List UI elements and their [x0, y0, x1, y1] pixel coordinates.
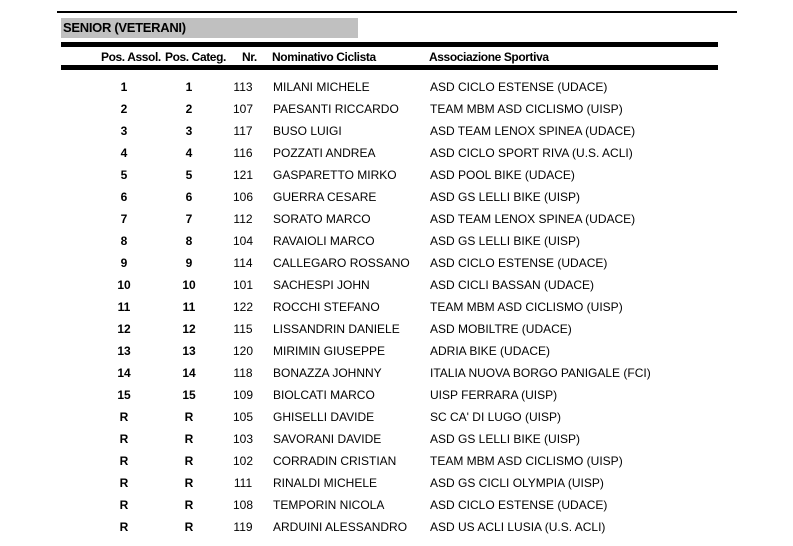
bib-number: 113	[233, 80, 253, 94]
header-pos-assol: Pos. Assol.	[101, 50, 161, 64]
rider-name: MILANI MICHELE	[273, 80, 370, 94]
category-title: SENIOR (VETERANI)	[61, 18, 358, 38]
rider-name: ROCCHI STEFANO	[273, 300, 380, 314]
pos-assol: R	[119, 432, 129, 446]
table-row	[0, 472, 793, 494]
bib-number: 115	[233, 322, 253, 336]
bib-number: 105	[232, 410, 254, 424]
rider-name: GASPARETTO MIRKO	[273, 168, 397, 182]
team-name: TEAM MBM ASD CICLISMO (UISP)	[430, 102, 623, 116]
team-name: ASD GS LELLI BIKE (UISP)	[430, 234, 581, 248]
team-name: ASD POOL BIKE (UDACE)	[430, 168, 575, 182]
pos-categ: R	[184, 454, 194, 468]
table-row	[0, 120, 793, 142]
pos-categ: 5	[185, 168, 193, 182]
rider-name: MIRIMIN GIUSEPPE	[273, 344, 386, 358]
results-table	[0, 76, 793, 538]
team-name: ASD GS LELLI BIKE (UISP)	[430, 190, 581, 204]
rider-name: POZZATI ANDREA	[273, 146, 376, 160]
table-row	[0, 296, 793, 318]
bib-number: 114	[233, 256, 253, 270]
rider-name: ARDUINI ALESSANDRO	[273, 520, 408, 534]
bib-number: 121	[232, 168, 254, 182]
pos-assol: 13	[117, 344, 131, 358]
pos-categ: 9	[185, 256, 193, 270]
pos-categ: 14	[182, 366, 196, 380]
table-row	[0, 384, 793, 406]
rider-name: SAVORANI DAVIDE	[273, 432, 382, 446]
bib-number: 119	[233, 520, 253, 534]
bib-number: 122	[232, 300, 254, 314]
team-name: ASD CICLO ESTENSE (UDACE)	[430, 498, 608, 512]
rider-name: TEMPORIN NICOLA	[273, 498, 385, 512]
table-row	[0, 340, 793, 362]
header-rule-top	[61, 42, 718, 47]
table-row	[0, 142, 793, 164]
header-pos-categ: Pos. Categ.	[165, 50, 226, 64]
table-row	[0, 428, 793, 450]
rider-name: GHISELLI DAVIDE	[273, 410, 375, 424]
bib-number: 120	[232, 344, 254, 358]
header-nr: Nr.	[242, 50, 257, 64]
bib-number: 102	[232, 454, 254, 468]
table-row	[0, 274, 793, 296]
table-row	[0, 76, 793, 98]
pos-assol: R	[119, 476, 129, 490]
rider-name: BIOLCATI MARCO	[273, 388, 375, 402]
pos-assol: 1	[120, 80, 128, 94]
table-row	[0, 252, 793, 274]
team-name: ASD CICLO SPORT RIVA (U.S. ACLI)	[430, 146, 633, 160]
header-rule-bottom	[61, 65, 718, 70]
pos-categ: 1	[185, 80, 193, 94]
bib-number: 112	[233, 212, 253, 226]
bib-number: 108	[232, 498, 254, 512]
table-header	[61, 49, 718, 65]
team-name: ASD GS CICLI OLYMPIA (UISP)	[430, 476, 604, 490]
pos-assol: R	[119, 454, 129, 468]
pos-categ: 7	[185, 212, 193, 226]
team-name: ASD MOBILTRE (UDACE)	[430, 322, 572, 336]
team-name: ITALIA NUOVA BORGO PANIGALE (FCI)	[430, 366, 651, 380]
table-row	[0, 208, 793, 230]
pos-categ: R	[184, 520, 194, 534]
pos-assol: 11	[117, 300, 131, 314]
pos-categ: R	[184, 476, 194, 490]
pos-assol: R	[119, 498, 129, 512]
header-associazione: Associazione Sportiva	[429, 50, 549, 64]
pos-categ: 11	[182, 300, 196, 314]
team-name: UISP FERRARA (UISP)	[430, 388, 558, 402]
bib-number: 101	[232, 278, 254, 292]
pos-assol: 9	[120, 256, 128, 270]
bib-number: 109	[232, 388, 254, 402]
bib-number: 111	[233, 476, 253, 490]
pos-assol: 12	[117, 322, 131, 336]
pos-categ: 3	[185, 124, 193, 138]
pos-categ: 2	[185, 102, 193, 116]
team-name: ASD CICLO ESTENSE (UDACE)	[430, 80, 608, 94]
rider-name: BUSO LUIGI	[273, 124, 342, 138]
top-divider	[57, 11, 737, 13]
rider-name: CORRADIN CRISTIAN	[273, 454, 397, 468]
rider-name: BONAZZA JOHNNY	[273, 366, 382, 380]
pos-assol: 3	[120, 124, 128, 138]
team-name: ASD CICLI BASSAN (UDACE)	[430, 278, 595, 292]
pos-assol: 10	[117, 278, 131, 292]
team-name: ADRIA BIKE (UDACE)	[430, 344, 551, 358]
bib-number: 118	[233, 366, 253, 380]
pos-assol: 14	[117, 366, 131, 380]
pos-categ: 10	[182, 278, 196, 292]
team-name: TEAM MBM ASD CICLISMO (UISP)	[430, 300, 623, 314]
table-row	[0, 406, 793, 428]
table-row	[0, 98, 793, 120]
team-name: ASD TEAM LENOX SPINEA (UDACE)	[430, 124, 636, 138]
table-row	[0, 494, 793, 516]
pos-categ: 6	[185, 190, 193, 204]
bib-number: 103	[232, 432, 254, 446]
rider-name: RINALDI MICHELE	[273, 476, 378, 490]
pos-assol: 8	[120, 234, 128, 248]
pos-categ: 8	[185, 234, 193, 248]
table-row	[0, 230, 793, 252]
table-row	[0, 186, 793, 208]
team-name: ASD GS LELLI BIKE (UISP)	[430, 432, 581, 446]
team-name: ASD US ACLI LUSIA (U.S. ACLI)	[430, 520, 606, 534]
pos-categ: 4	[185, 146, 193, 160]
team-name: ASD TEAM LENOX SPINEA (UDACE)	[430, 212, 636, 226]
bib-number: 117	[233, 124, 253, 138]
team-name: ASD CICLO ESTENSE (UDACE)	[430, 256, 608, 270]
team-name: TEAM MBM ASD CICLISMO (UISP)	[430, 454, 623, 468]
rider-name: GUERRA CESARE	[273, 190, 377, 204]
table-row	[0, 450, 793, 472]
pos-assol: 7	[120, 212, 128, 226]
rider-name: PAESANTI RICCARDO	[273, 102, 399, 116]
pos-assol: R	[119, 410, 129, 424]
pos-assol: 5	[120, 168, 128, 182]
table-row	[0, 362, 793, 384]
pos-assol: 2	[120, 102, 128, 116]
pos-categ: R	[184, 432, 194, 446]
table-row	[0, 516, 793, 538]
pos-categ: 12	[182, 322, 196, 336]
header-nominativo: Nominativo Ciclista	[272, 50, 376, 64]
bib-number: 106	[232, 190, 254, 204]
pos-assol: 4	[120, 146, 128, 160]
pos-categ: 15	[182, 388, 196, 402]
rider-name: CALLEGARO ROSSANO	[273, 256, 410, 270]
pos-categ: R	[184, 410, 194, 424]
pos-assol: R	[119, 520, 129, 534]
team-name: SC CA' DI LUGO (UISP)	[430, 410, 561, 424]
rider-name: RAVAIOLI MARCO	[273, 234, 375, 248]
pos-assol: 15	[117, 388, 131, 402]
bib-number: 107	[232, 102, 254, 116]
rider-name: SORATO MARCO	[273, 212, 371, 226]
bib-number: 104	[232, 234, 254, 248]
pos-categ: R	[184, 498, 194, 512]
rider-name: LISSANDRIN DANIELE	[273, 322, 400, 336]
rider-name: SACHESPI JOHN	[273, 278, 370, 292]
table-row	[0, 164, 793, 186]
table-row	[0, 318, 793, 340]
pos-assol: 6	[120, 190, 128, 204]
bib-number: 116	[233, 146, 253, 160]
pos-categ: 13	[182, 344, 196, 358]
